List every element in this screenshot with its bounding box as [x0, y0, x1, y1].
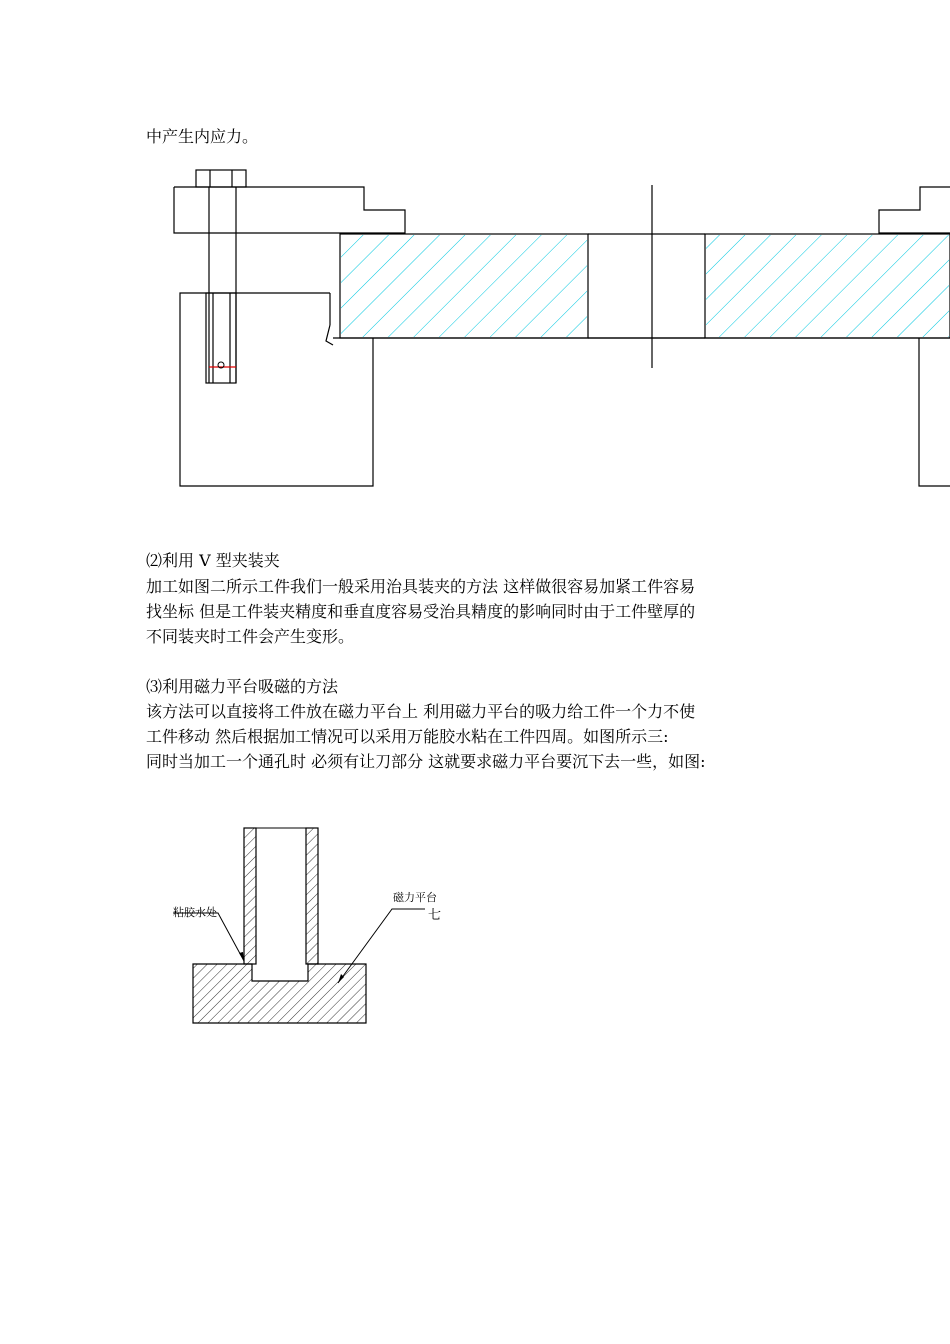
section2-line-3: 不同装夹时工件会产生变形。 [146, 627, 355, 646]
section2-heading: ⑵利用 V 型夹装夹 [146, 551, 280, 570]
label-mark: 七 [428, 908, 442, 923]
section3-line-2: 工件移动 然后根据加工情况可以采用万能胶水粘在工件四周。如图所示三: [146, 727, 669, 746]
label-platform: 磁力平台 [393, 891, 437, 904]
intro-line: 中产生内应力。 [146, 127, 259, 146]
bolt-thread [206, 293, 236, 383]
label-glue: 粘胶水处 [173, 906, 217, 919]
platform-base [193, 964, 366, 1023]
magnetic-platform-drawing [160, 823, 460, 1033]
section3-line-1: 该方法可以直接将工件放在磁力平台上 利用磁力平台的吸力给工件一个力不使 [146, 702, 696, 721]
section2-line-2: 找坐标 但是工件装夹精度和垂直度容易受治具精度的影响同时由于工件壁厚的 [146, 602, 696, 621]
section3-line-3: 同时当加工一个通孔时 必须有让刀部分 这就要求磁力平台要沉下去一些，如图: [146, 752, 706, 771]
section3-heading: ⑶利用磁力平台吸磁的方法 [146, 677, 339, 696]
clamp-fixture-drawing [0, 165, 950, 495]
tube-wall-right [306, 828, 318, 964]
tube-wall-left [244, 828, 256, 964]
section2-line-1: 加工如图二所示工件我们一般采用治具装夹的方法 这样做很容易加紧工件容易 [146, 577, 696, 596]
base-block-right [919, 338, 950, 486]
bolt-head [196, 170, 246, 187]
clamp-plate-right [879, 187, 950, 233]
